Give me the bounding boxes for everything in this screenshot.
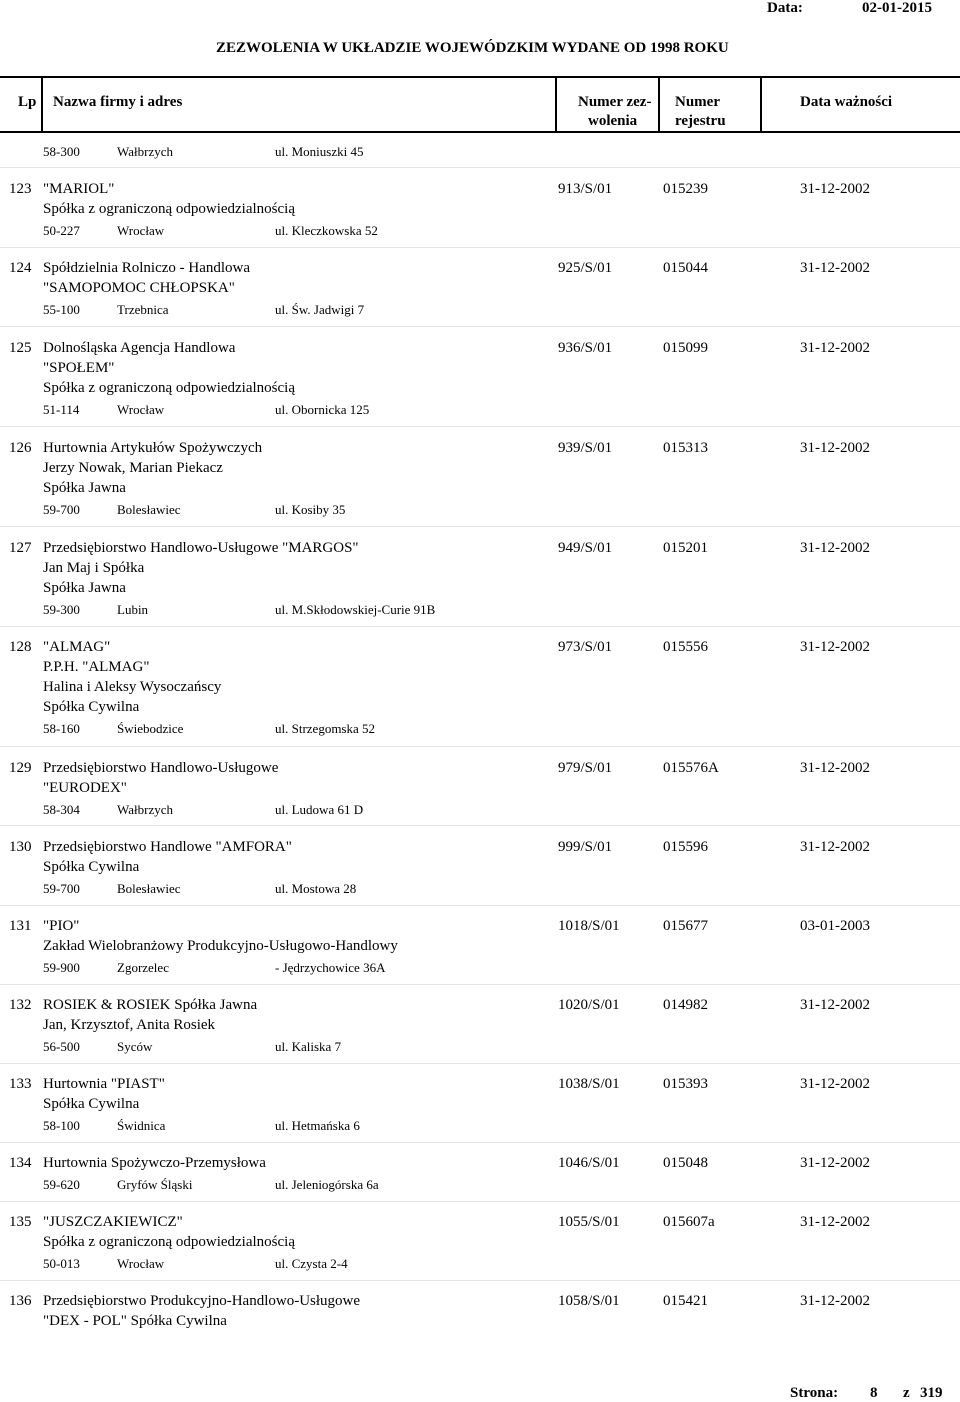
entry-street: ul. Ludowa 61 D xyxy=(275,802,364,817)
entry-name-line: "ALMAG" xyxy=(43,639,111,655)
entry-register: 015421 xyxy=(663,1293,708,1309)
row-separator xyxy=(0,1201,960,1202)
entry-register: 015239 xyxy=(663,181,708,197)
entry-postcode: 55-100 xyxy=(43,302,80,317)
entry-street: ul. Jeleniogórska 6a xyxy=(275,1177,379,1192)
row-separator xyxy=(0,326,960,327)
entry-city: Bolesławiec xyxy=(117,881,181,896)
row-separator xyxy=(0,167,960,168)
entry-name-line: Halina i Aleksy Wysoczańscy xyxy=(43,679,222,695)
entry-register: 014982 xyxy=(663,997,708,1013)
entry-lp: 132 xyxy=(9,997,32,1013)
entry-name-line: Jerzy Nowak, Marian Piekacz xyxy=(43,460,223,476)
entry-street: ul. M.Skłodowskiej-Curie 91B xyxy=(275,602,436,617)
entry-permit: 973/S/01 xyxy=(558,639,613,655)
entry-name-line: Spółka Cywilna xyxy=(43,1096,140,1112)
entry-postcode: 50-227 xyxy=(43,223,80,238)
date-label: Data: xyxy=(767,0,803,16)
entry-lp: 133 xyxy=(9,1076,32,1092)
entry-register: 015596 xyxy=(663,839,708,855)
col-validity: Data ważności xyxy=(800,94,893,110)
entry-postcode: 50-013 xyxy=(43,1256,80,1271)
entry-city: Wrocław xyxy=(117,402,165,417)
entry-validity: 31-12-2002 xyxy=(800,260,870,276)
entry-postcode: 58-100 xyxy=(43,1118,80,1133)
entry-city: Bolesławiec xyxy=(117,502,181,517)
entry-street: ul. Kosiby 35 xyxy=(275,502,346,517)
entry-validity: 31-12-2002 xyxy=(800,440,870,456)
col-register-2: rejestru xyxy=(675,113,726,129)
entry-street: ul. Obornicka 125 xyxy=(275,402,370,417)
entry-name-line: Spółka Cywilna xyxy=(43,859,140,875)
entry-name-line: P.P.H. "ALMAG" xyxy=(43,659,150,675)
entry-city: Trzebnica xyxy=(117,302,169,317)
entry-name-line: Jan Maj i Spółka xyxy=(43,560,145,576)
entry-name-line: Jan, Krzysztof, Anita Rosiek xyxy=(43,1017,216,1033)
entry-name-line: ROSIEK & ROSIEK Spółka Jawna xyxy=(43,997,258,1013)
entry-name-line: Spółka z ograniczoną odpowiedzialnością xyxy=(43,201,295,217)
entry-permit: 1038/S/01 xyxy=(558,1076,620,1092)
entry-validity: 31-12-2002 xyxy=(800,839,870,855)
entry-validity: 31-12-2002 xyxy=(800,1155,870,1171)
col-permit: Numer zez- xyxy=(578,94,652,110)
entry-name-line: Dolnośląska Agencja Handlowa xyxy=(43,340,236,356)
entry-permit: 1018/S/01 xyxy=(558,918,620,934)
entry-permit: 1020/S/01 xyxy=(558,997,620,1013)
entry-postcode: 59-700 xyxy=(43,502,80,517)
row-separator xyxy=(0,1280,960,1281)
entry-postcode: 59-900 xyxy=(43,960,80,975)
entry-city: Wałbrzych xyxy=(117,802,173,817)
entry-name-line: Hurtownia Spożywczo-Przemysłowa xyxy=(43,1155,266,1171)
entry-postcode: 59-700 xyxy=(43,881,80,896)
entry-postcode: 59-300 xyxy=(43,602,80,617)
entry-register: 015677 xyxy=(663,918,708,934)
entry-postcode: 51-114 xyxy=(43,402,80,417)
entry-name-line: "EURODEX" xyxy=(43,780,127,796)
entry-lp: 134 xyxy=(9,1155,32,1171)
row-separator xyxy=(0,984,960,985)
entry-validity: 31-12-2002 xyxy=(800,997,870,1013)
entry-name-line: Przedsiębiorstwo Produkcyjno-Handlowo-Usługowe xyxy=(43,1293,361,1309)
entry-lp: 126 xyxy=(9,440,32,456)
entry-register: 015313 xyxy=(663,440,708,456)
row-separator xyxy=(0,426,960,427)
col-lp: Lp xyxy=(18,94,37,110)
date-value: 02-01-2015 xyxy=(862,0,932,16)
entry-street: ul. Mostowa 28 xyxy=(275,881,357,896)
entry-validity: 31-12-2002 xyxy=(800,1214,870,1230)
row-separator xyxy=(0,825,960,826)
entry-validity: 31-12-2002 xyxy=(800,760,870,776)
entry-street: ul. Św. Jadwigi 7 xyxy=(275,302,365,317)
entry-register: 015576A xyxy=(663,760,719,776)
entry-city: Zgorzelec xyxy=(117,960,169,975)
entry-name-line: Spółka z ograniczoną odpowiedzialnością xyxy=(43,1234,295,1250)
entry-validity: 31-12-2002 xyxy=(800,639,870,655)
col-name: Nazwa firmy i adres xyxy=(53,94,183,110)
row-separator xyxy=(0,626,960,627)
entry-city: Syców xyxy=(117,1039,153,1054)
entry-city: Świdnica xyxy=(117,1118,166,1133)
city: Wałbrzych xyxy=(117,144,173,159)
entry-name-line: "PIO" xyxy=(43,918,80,934)
row-separator xyxy=(0,1063,960,1064)
entry-permit: 939/S/01 xyxy=(558,440,613,456)
page-label: Strona: xyxy=(790,1385,839,1401)
page-title: ZEZWOLENIA W UKŁADZIE WOJEWÓDZKIM WYDANE OD 1998 ROKU xyxy=(216,40,729,56)
entry-city: Lubin xyxy=(117,602,149,617)
entry-permit: 949/S/01 xyxy=(558,540,613,556)
entry-city: Wrocław xyxy=(117,223,165,238)
entry-name-line: Spółka z ograniczoną odpowiedzialnością xyxy=(43,380,295,396)
entry-lp: 125 xyxy=(9,340,32,356)
entry-permit: 1058/S/01 xyxy=(558,1293,620,1309)
entry-name-line: Hurtownia Artykułów Spożywczych xyxy=(43,440,263,456)
entry-lp: 131 xyxy=(9,918,32,934)
entry-postcode: 58-304 xyxy=(43,802,80,817)
entry-register: 015556 xyxy=(663,639,708,655)
entry-name-line: Spółka Jawna xyxy=(43,480,126,496)
entry-lp: 124 xyxy=(9,260,32,276)
entry-lp: 130 xyxy=(9,839,32,855)
entry-permit: 1046/S/01 xyxy=(558,1155,620,1171)
entry-permit: 999/S/01 xyxy=(558,839,613,855)
entry-register: 015393 xyxy=(663,1076,708,1092)
entry-name-line: Spółdzielnia Rolniczo - Handlowa xyxy=(43,260,251,276)
entry-name-line: Spółka Cywilna xyxy=(43,699,140,715)
entry-name-line: Przedsiębiorstwo Handlowe "AMFORA" xyxy=(43,839,292,855)
entry-name-line: Przedsiębiorstwo Handlowo-Usługowe xyxy=(43,760,279,776)
entry-validity: 03-01-2003 xyxy=(800,918,870,934)
entry-postcode: 58-160 xyxy=(43,721,80,736)
entry-register: 015607a xyxy=(663,1214,715,1230)
entry-validity: 31-12-2002 xyxy=(800,340,870,356)
entry-permit: 936/S/01 xyxy=(558,340,613,356)
entry-validity: 31-12-2002 xyxy=(800,1293,870,1309)
entry-name-line: "SAMOPOMOC CHŁOPSKA" xyxy=(43,280,235,296)
entry-name-line: Przedsiębiorstwo Handlowo-Usługowe "MARGOS" xyxy=(43,540,359,556)
entry-lp: 123 xyxy=(9,181,32,197)
entry-lp: 129 xyxy=(9,760,32,776)
entry-name-line: "DEX - POL" Spółka Cywilna xyxy=(43,1313,227,1329)
entry-register: 015201 xyxy=(663,540,708,556)
page-number: 8 xyxy=(870,1385,878,1401)
row-separator xyxy=(0,1142,960,1143)
postcode: 58-300 xyxy=(43,144,80,159)
entry-validity: 31-12-2002 xyxy=(800,1076,870,1092)
entry-name-line: "MARIOL" xyxy=(43,181,115,197)
entry-street: ul. Kaliska 7 xyxy=(275,1039,342,1054)
entry-lp: 128 xyxy=(9,639,32,655)
entry-register: 015048 xyxy=(663,1155,708,1171)
entry-street: ul. Kleczkowska 52 xyxy=(275,223,378,238)
entry-register: 015099 xyxy=(663,340,708,356)
entry-name-line: Zakład Wielobranżowy Produkcyjno-Usługowo-Handlowy xyxy=(43,938,398,954)
entry-permit: 979/S/01 xyxy=(558,760,613,776)
entry-name-line: Hurtownia "PIAST" xyxy=(43,1076,165,1092)
entry-lp: 136 xyxy=(9,1293,32,1309)
entry-permit: 913/S/01 xyxy=(558,181,613,197)
entry-city: Wrocław xyxy=(117,1256,165,1271)
entry-register: 015044 xyxy=(663,260,708,276)
total-pages: 319 xyxy=(920,1385,943,1401)
col-register: Numer xyxy=(675,94,720,110)
entry-city: Gryfów Śląski xyxy=(117,1177,193,1192)
entry-postcode: 56-500 xyxy=(43,1039,80,1054)
entry-permit: 1055/S/01 xyxy=(558,1214,620,1230)
row-separator xyxy=(0,526,960,527)
entry-street: - Jędrzychowice 36A xyxy=(275,960,386,975)
entry-postcode: 59-620 xyxy=(43,1177,80,1192)
entry-lp: 127 xyxy=(9,540,32,556)
row-separator xyxy=(0,746,960,747)
entry-validity: 31-12-2002 xyxy=(800,540,870,556)
row-separator xyxy=(0,247,960,248)
page-of-label: z xyxy=(903,1385,910,1401)
street: ul. Moniuszki 45 xyxy=(275,144,364,159)
entry-validity: 31-12-2002 xyxy=(800,181,870,197)
entry-permit: 925/S/01 xyxy=(558,260,613,276)
entry-name-line: "JUSZCZAKIEWICZ" xyxy=(43,1214,183,1230)
entry-street: ul. Strzegomska 52 xyxy=(275,721,376,736)
entry-name-line: Spółka Jawna xyxy=(43,580,126,596)
col-permit-2: wolenia xyxy=(588,113,638,129)
entry-name-line: "SPOŁEM" xyxy=(43,360,115,376)
entry-street: ul. Czysta 2-4 xyxy=(275,1256,348,1271)
entry-lp: 135 xyxy=(9,1214,32,1230)
entry-city: Świebodzice xyxy=(117,721,184,736)
row-separator xyxy=(0,905,960,906)
entry-street: ul. Hetmańska 6 xyxy=(275,1118,360,1133)
